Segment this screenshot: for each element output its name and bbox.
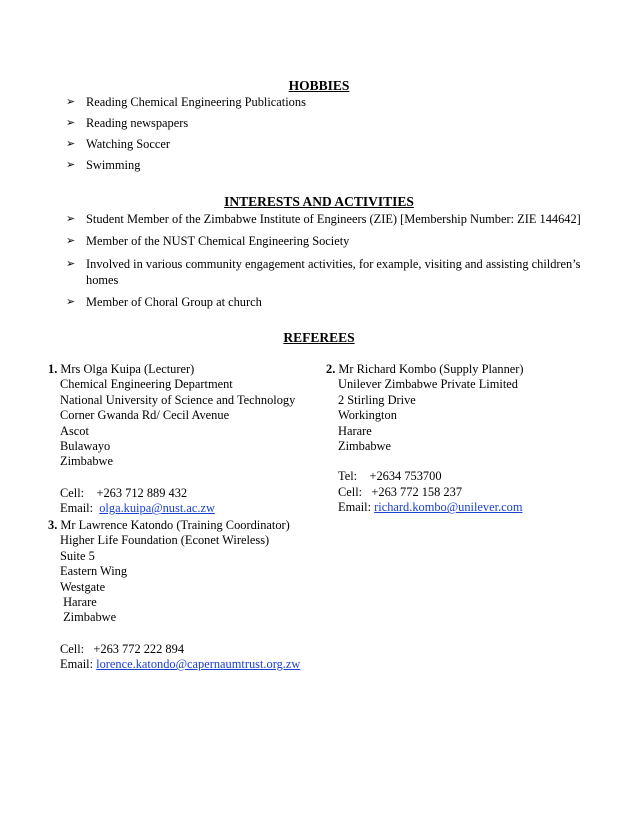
address-line: Higher Life Foundation (Econet Wireless) (60, 533, 270, 548)
referee-cell: Cell: +263 772 222 894 (60, 641, 185, 656)
arrow-bullet-icon: ➢ (66, 213, 76, 225)
address-line: Zimbabwe (338, 439, 391, 454)
list-item: ➢ Swimming (66, 158, 141, 172)
referee-name: 1. Mrs Olga Kuipa (Lecturer) (48, 362, 195, 376)
interests-heading: INTERESTS AND ACTIVITIES (224, 194, 414, 209)
referee-email: Email: olga.kuipa@nust.ac.zw (60, 501, 215, 516)
address-line: Corner Gwanda Rd/ Cecil Avenue (60, 408, 230, 423)
address-line: Harare (60, 595, 97, 610)
arrow-bullet-icon: ➢ (66, 235, 76, 247)
address-line: Zimbabwe (60, 454, 113, 469)
referee-email: Email: lorence.katondo@capernaumtrust.org.zw (60, 657, 301, 672)
address-line: Unilever Zimbabwe Private Limited (338, 377, 518, 392)
arrow-bullet-icon: ➢ (66, 117, 76, 129)
address-line: Chemical Engineering Department (60, 377, 233, 392)
email-link[interactable]: lorence.katondo@capernaumtrust.org.zw (96, 657, 301, 672)
address-line: Zimbabwe (60, 610, 117, 625)
email-link[interactable]: olga.kuipa@nust.ac.zw (99, 501, 215, 516)
address-line: Workington (338, 408, 397, 423)
referee-email: Email: richard.kombo@unilever.com (338, 500, 523, 515)
referee-2 (326, 362, 524, 516)
address-line: Bulawayo (60, 439, 111, 454)
list-item: ➢ Reading Chemical Engineering Publications (66, 95, 306, 109)
arrow-bullet-icon: ➢ (66, 159, 76, 171)
referees-heading: REFEREES (283, 330, 355, 345)
address-line: Ascot (60, 423, 89, 438)
hobbies-heading: HOBBIES (288, 78, 350, 93)
address-line: Eastern Wing (60, 564, 128, 579)
list-item: ➢ Member of the NUST Chemical Engineering Society (66, 234, 350, 248)
referee-name: 2. Mr Richard Kombo (Supply Planner) (326, 362, 524, 376)
referee-tel: Tel: +2634 753700 (338, 469, 442, 484)
list-item: ➢ Student Member of the Zimbabwe Institute of Engineers (ZIE) [Membership Number: ZIE 144642] (66, 212, 581, 226)
list-item: ➢ Member of Choral Group at church (66, 295, 262, 309)
hobbies-list (66, 95, 594, 173)
address-line: National University of Science and Technology (60, 392, 296, 407)
referee-1 (48, 362, 295, 517)
referee-name: 3. Mr Lawrence Katondo (Training Coordinator) (48, 518, 290, 532)
arrow-bullet-icon: ➢ (66, 296, 76, 308)
arrow-bullet-icon: ➢ (66, 96, 76, 108)
address-line: Westgate (60, 579, 106, 594)
list-item: ➢ Watching Soccer (66, 137, 170, 151)
address-line: 2 Stirling Drive (338, 392, 416, 407)
address-line: Harare (338, 423, 372, 438)
referee-cell: Cell: +263 772 158 237 (338, 484, 463, 499)
arrow-bullet-icon: ➢ (66, 258, 76, 270)
referee-cell: Cell: +263 712 889 432 (60, 485, 188, 500)
list-item: ➢ Reading newspapers (66, 116, 189, 130)
arrow-bullet-icon: ➢ (66, 138, 76, 150)
interests-list (66, 212, 594, 310)
referee-3 (48, 518, 300, 673)
list-item: ➢ Involved in various community engagement activities, for example, visiting and assisting children’s homes (66, 257, 581, 287)
address-line: Suite 5 (60, 548, 95, 563)
email-link[interactable]: richard.kombo@unilever.com (374, 500, 523, 515)
